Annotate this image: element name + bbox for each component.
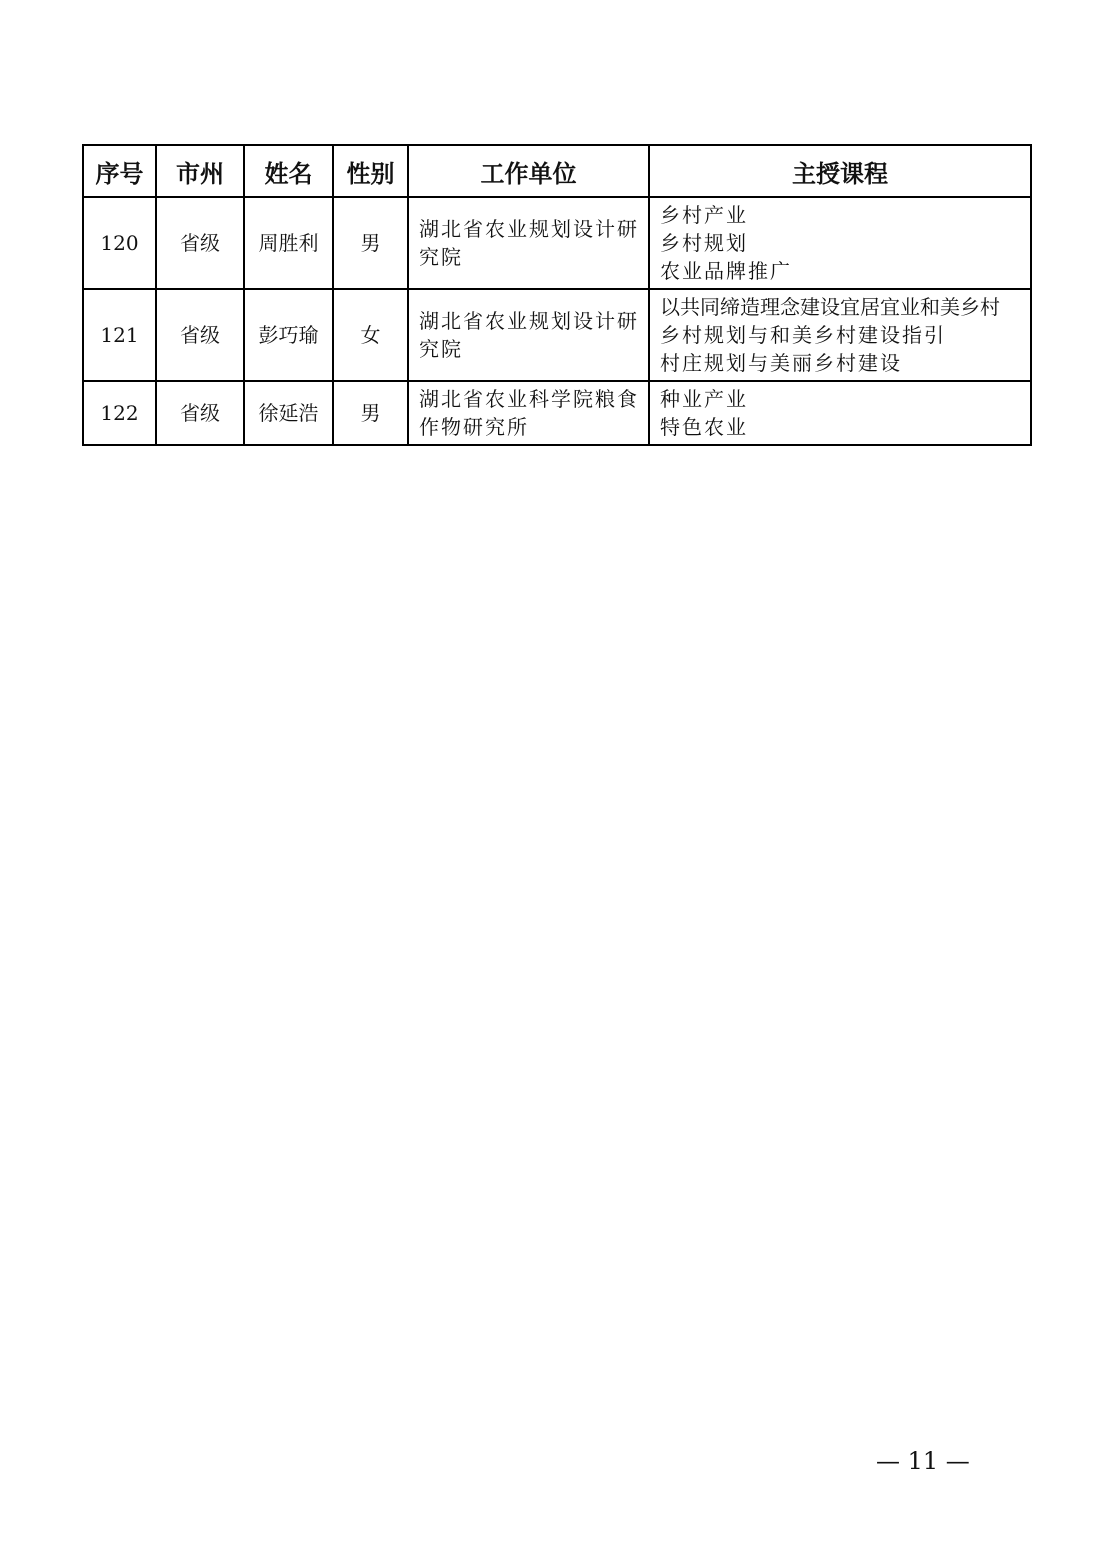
- course-line: 以共同缔造理念建设宜居宜业和美乡村: [660, 295, 1000, 319]
- table-row: [83, 197, 1031, 289]
- table-row: [83, 381, 1031, 445]
- cell-unit: [408, 197, 649, 289]
- header-gender: 性别: [333, 145, 408, 197]
- cell-unit: [408, 381, 649, 445]
- header-no: 序号: [83, 145, 156, 197]
- trainer-table: [82, 144, 1032, 446]
- cell-no: 122: [83, 381, 156, 445]
- header-city: 市州: [156, 145, 244, 197]
- header-name: 姓名: [244, 145, 333, 197]
- course-line: 种业产业: [660, 387, 748, 411]
- table-row: [83, 289, 1031, 381]
- unit-text: 湖北省农业科学院粮食作物研究所: [419, 387, 639, 439]
- cell-city: 省级: [156, 289, 244, 381]
- cell-name: 彭巧瑜: [244, 289, 333, 381]
- cell-unit: [408, 289, 649, 381]
- course-line: 农业品牌推广: [660, 259, 792, 283]
- cell-city: 省级: [156, 381, 244, 445]
- unit-text: 湖北省农业规划设计研究院: [419, 217, 639, 269]
- cell-no: 120: [83, 197, 156, 289]
- table-header-row: [83, 145, 1031, 197]
- course-line: 乡村规划与和美乡村建设指引: [660, 323, 946, 347]
- page-number: — 11 —: [876, 1447, 970, 1475]
- course-line: 村庄规划与美丽乡村建设: [660, 351, 902, 375]
- header-unit: 工作单位: [408, 145, 649, 197]
- cell-gender: 男: [333, 197, 408, 289]
- cell-name: 徐延浩: [244, 381, 333, 445]
- cell-courses: [649, 381, 1031, 445]
- course-line: 特色农业: [660, 415, 748, 439]
- cell-courses: [649, 197, 1031, 289]
- cell-gender: 男: [333, 381, 408, 445]
- header-courses: 主授课程: [649, 145, 1031, 197]
- unit-text: 湖北省农业规划设计研究院: [419, 309, 639, 361]
- cell-gender: 女: [333, 289, 408, 381]
- cell-city: 省级: [156, 197, 244, 289]
- cell-no: 121: [83, 289, 156, 381]
- cell-courses: [649, 289, 1031, 381]
- course-line: 乡村规划: [660, 231, 748, 255]
- course-line: 乡村产业: [660, 203, 748, 227]
- cell-name: 周胜利: [244, 197, 333, 289]
